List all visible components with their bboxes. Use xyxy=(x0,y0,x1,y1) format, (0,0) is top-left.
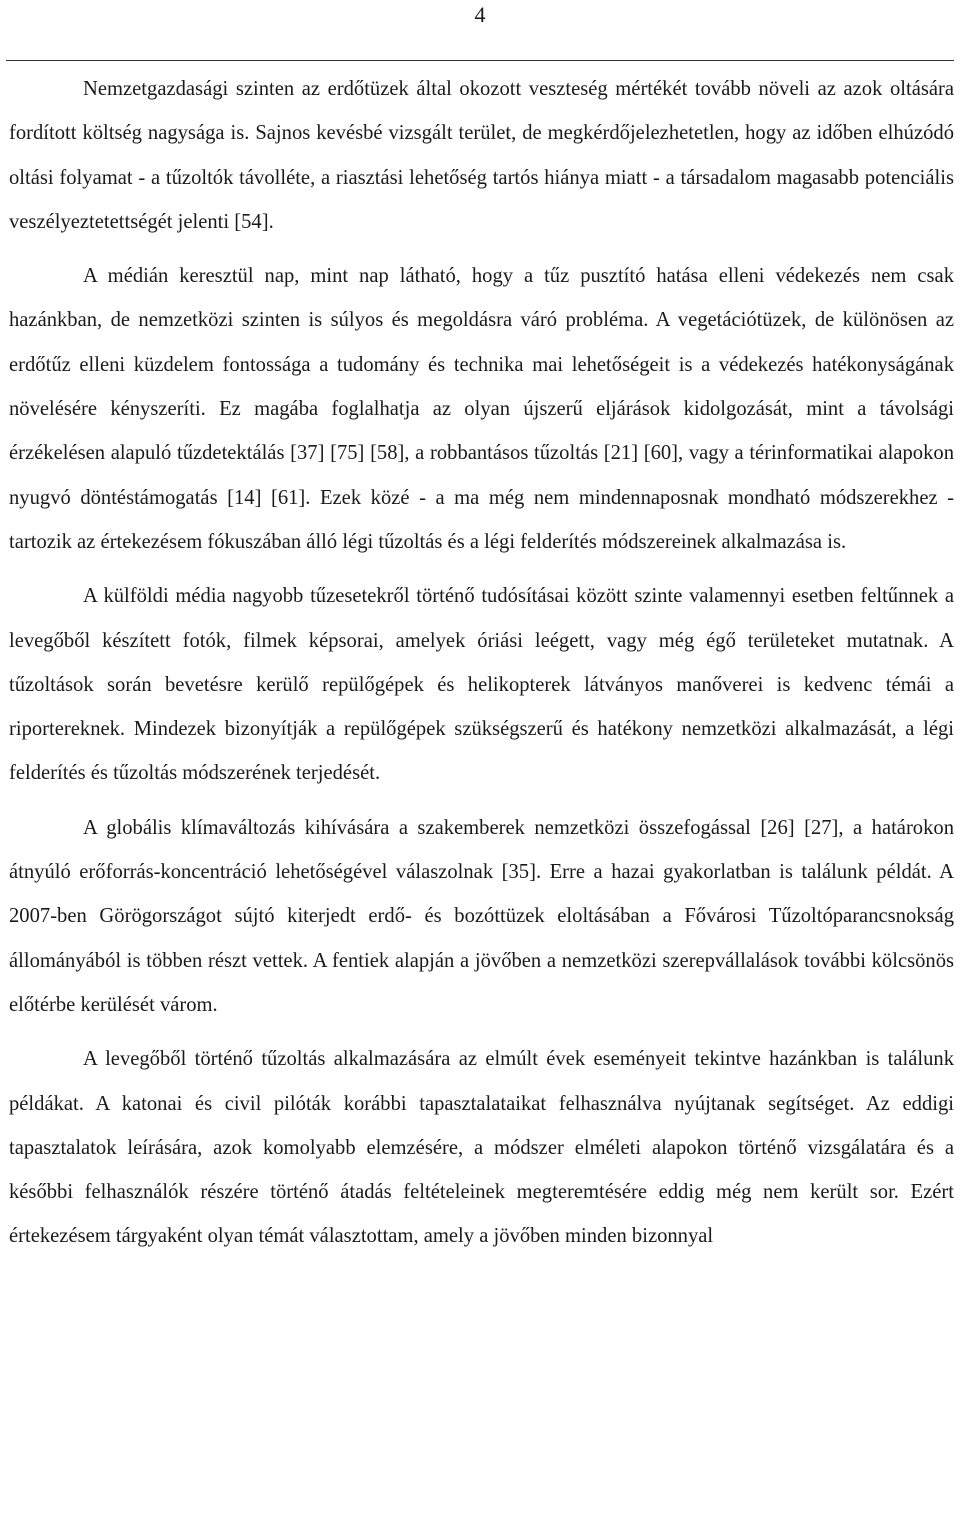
page-number: 4 xyxy=(474,2,486,27)
paragraph-1: Nemzetgazdasági szinten az erdőtüzek által okozott veszteség mértékét tovább növeli az azok oltására fordított költség nagysága is. Sajnos kevésbé vizsgált terület, de megkérdőjelezhetetlen, hogy az időben elhúzódó oltási folyamat - a tűzoltók távolléte, a riasztási lehetőség tartós hiánya miatt - a társadalom magasabb potenciális veszélyeztetettségét jelenti [54]. xyxy=(9,78,954,233)
paragraph-4: A globális klímaváltozás kihívására a szakemberek nemzetközi összefogással [26] [27], a határokon átnyúló erőforrás-koncentráció lehetőségével válaszolnak [35]. Erre a hazai gyakorlatban is találunk példát. A 2007-ben Görögországot sújtó kiterjedt erdő- és bozóttüzek eloltásában a Fővárosi Tűzoltóparancsnokság állományából is többen részt vettek. A fentiek alapján a jövőben a nemzetközi szerepvállalások további kölcsönös előtérbe kerülését várom. xyxy=(9,816,954,1016)
paragraph-5: A levegőből történő tűzoltás alkalmazására az elmúlt évek eseményeit tekintve hazánkban is találunk példákat. A katonai és civil pilóták korábbi tapasztalataikat felhasználva nyújtanak segítséget. Az eddigi tapasztalatok leírására, azok komolyabb elemzésére, a módszer elméleti alapokon történő vizsgálatára és a későbbi felhasználók részére történő átadás feltételeinek megteremtésére eddig még nem került sor. Ezért értekezésem tárgyaként olyan témát választottam, amely a jövőben minden bizonnyal xyxy=(9,1048,954,1248)
paragraph-2: A médián keresztül nap, mint nap látható, hogy a tűz pusztító hatása elleni védekezés nem csak hazánkban, de nemzetközi szinten is súlyos és megoldásra váró probléma. A vegetációtüzek, de különösen az erdőtűz elleni küzdelem fontossága a tudomány és technika mai lehetőségeit is a védekezés hatékonyságának növelésére kényszeríti. Ez magába foglalhatja az olyan újszerű eljárások kidolgozását, mint a távolsági érzékelésen alapuló tűzdetektálás [37] [75] [58], a robbantásos tűzoltás [21] [60], vagy a térinformatikai alapokon nyugvó döntéstámogatás [14] [61]. Ezek közé - a ma még nem mindennaposnak mondható módszerekhez - tartozik az értekezésem fókuszában álló légi tűzoltás és a légi felderítés módszereinek alkalmazása is. xyxy=(9,265,954,553)
header-rule xyxy=(6,60,954,61)
document-body xyxy=(9,67,954,1259)
paragraph-3: A külföldi média nagyobb tűzesetekről történő tudósításai között szinte valamennyi esetben feltűnnek a levegőből készített fotók, filmek képsorai, amelyek óriási leégett, vagy még égő területeket mutatnak. A tűzoltások során bevetésre kerülő repülőgépek és helikopterek látványos manőverei is kedvenc témái a riportereknek. Mindezek bizonyítják a repülőgépek szükségszerű és hatékony nemzetközi alkalmazását, a légi felderítés és tűzoltás módszerének terjedését. xyxy=(9,585,954,785)
